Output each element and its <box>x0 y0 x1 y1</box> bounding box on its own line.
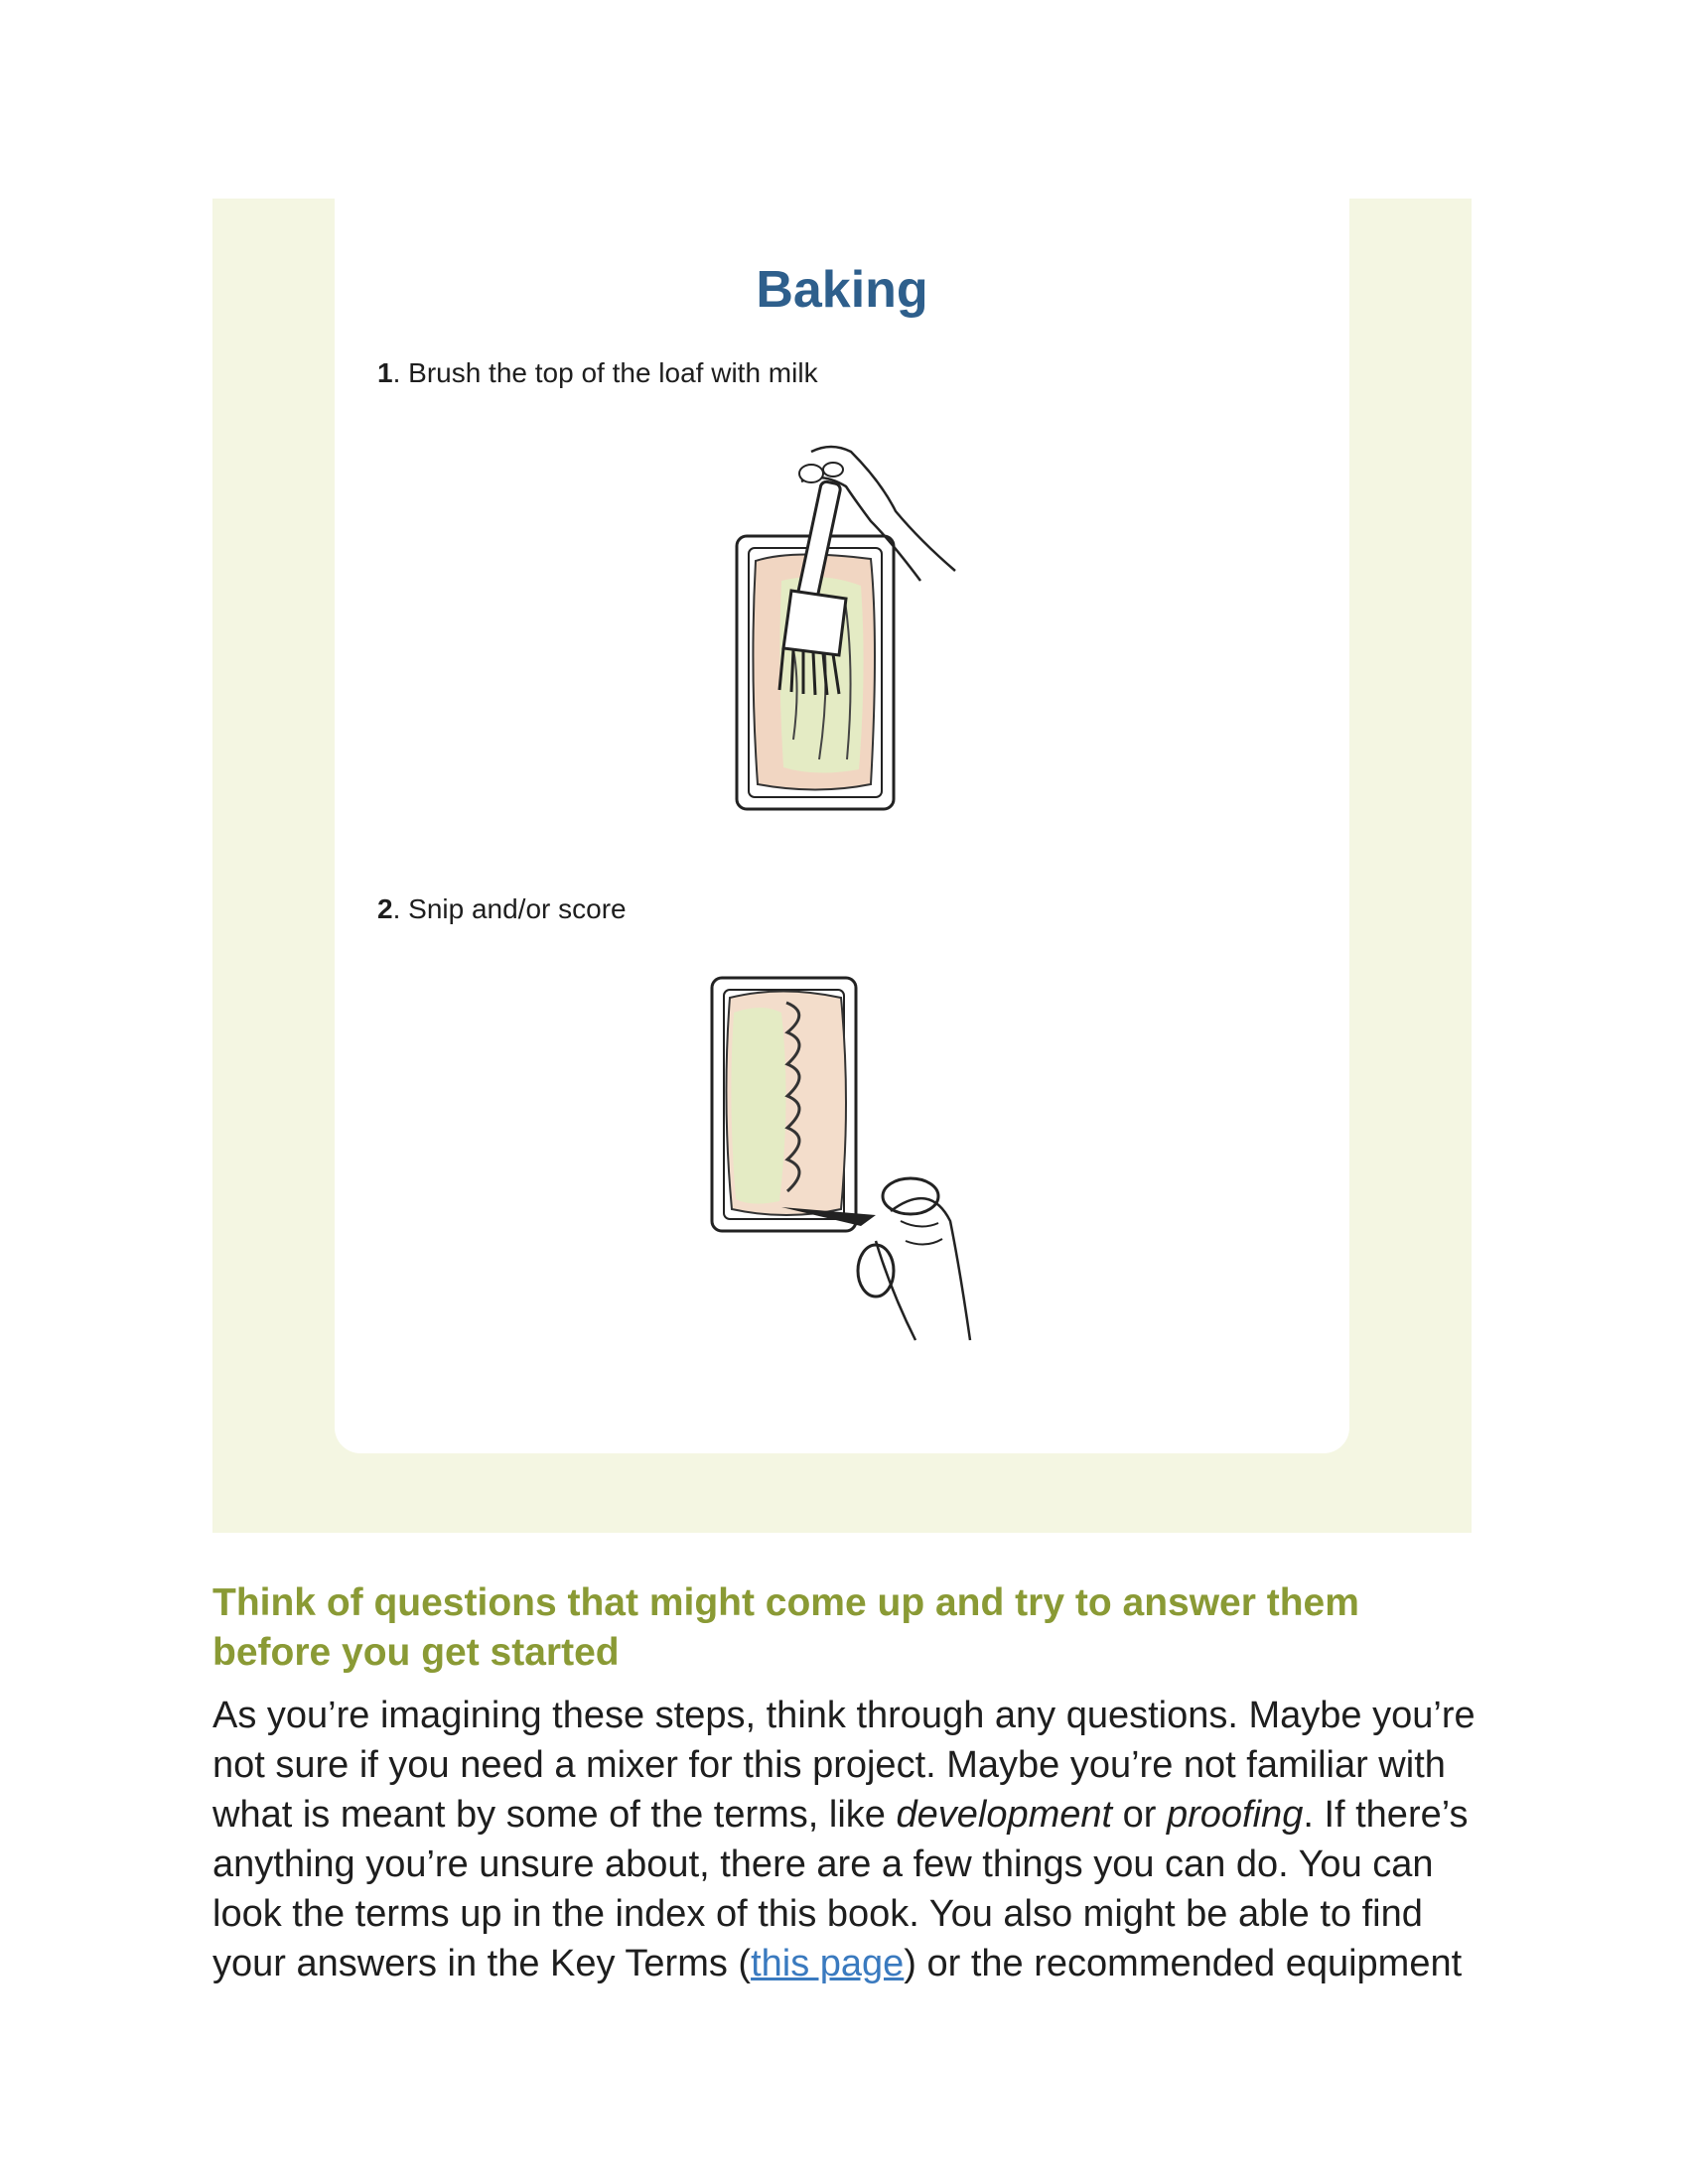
illustration-panel <box>212 199 1472 1533</box>
step-2 <box>377 893 627 925</box>
paragraph-text: . If there’s anything you’re unsure about, there are a few things you can do. You can look the terms up in the index of this book. You also might be able to find your answers in the Key Terms ( <box>212 1794 1469 1984</box>
paragraph-text: As you’re imagining these steps, think through any questions. Maybe you’re not sure if you need a mixer for this project. Maybe you’re not familiar with what is meant by some of the terms, like <box>212 1695 1476 1836</box>
body-paragraph <box>212 1691 1483 1988</box>
step-text: . Snip and/or score <box>392 893 627 924</box>
baking-card <box>335 199 1349 1453</box>
step-number: 2 <box>377 893 393 924</box>
brush-loaf-illustration <box>722 442 980 819</box>
paragraph-text: or <box>1112 1794 1167 1836</box>
key-terms-link[interactable]: this page <box>751 1943 905 1984</box>
snip-loaf-illustration <box>702 973 990 1370</box>
term-proofing: proofing <box>1167 1794 1304 1836</box>
step-1 <box>377 357 818 389</box>
term-development: development <box>896 1794 1113 1836</box>
step-number: 1 <box>377 357 393 388</box>
card-title: Baking <box>756 261 928 319</box>
section-heading: Think of questions that might come up and try to answer them before you get started <box>212 1581 1359 1674</box>
step-text: . Brush the top of the loaf with milk <box>392 357 818 388</box>
paragraph-text: ) or the recommended equipment <box>904 1943 1463 1984</box>
